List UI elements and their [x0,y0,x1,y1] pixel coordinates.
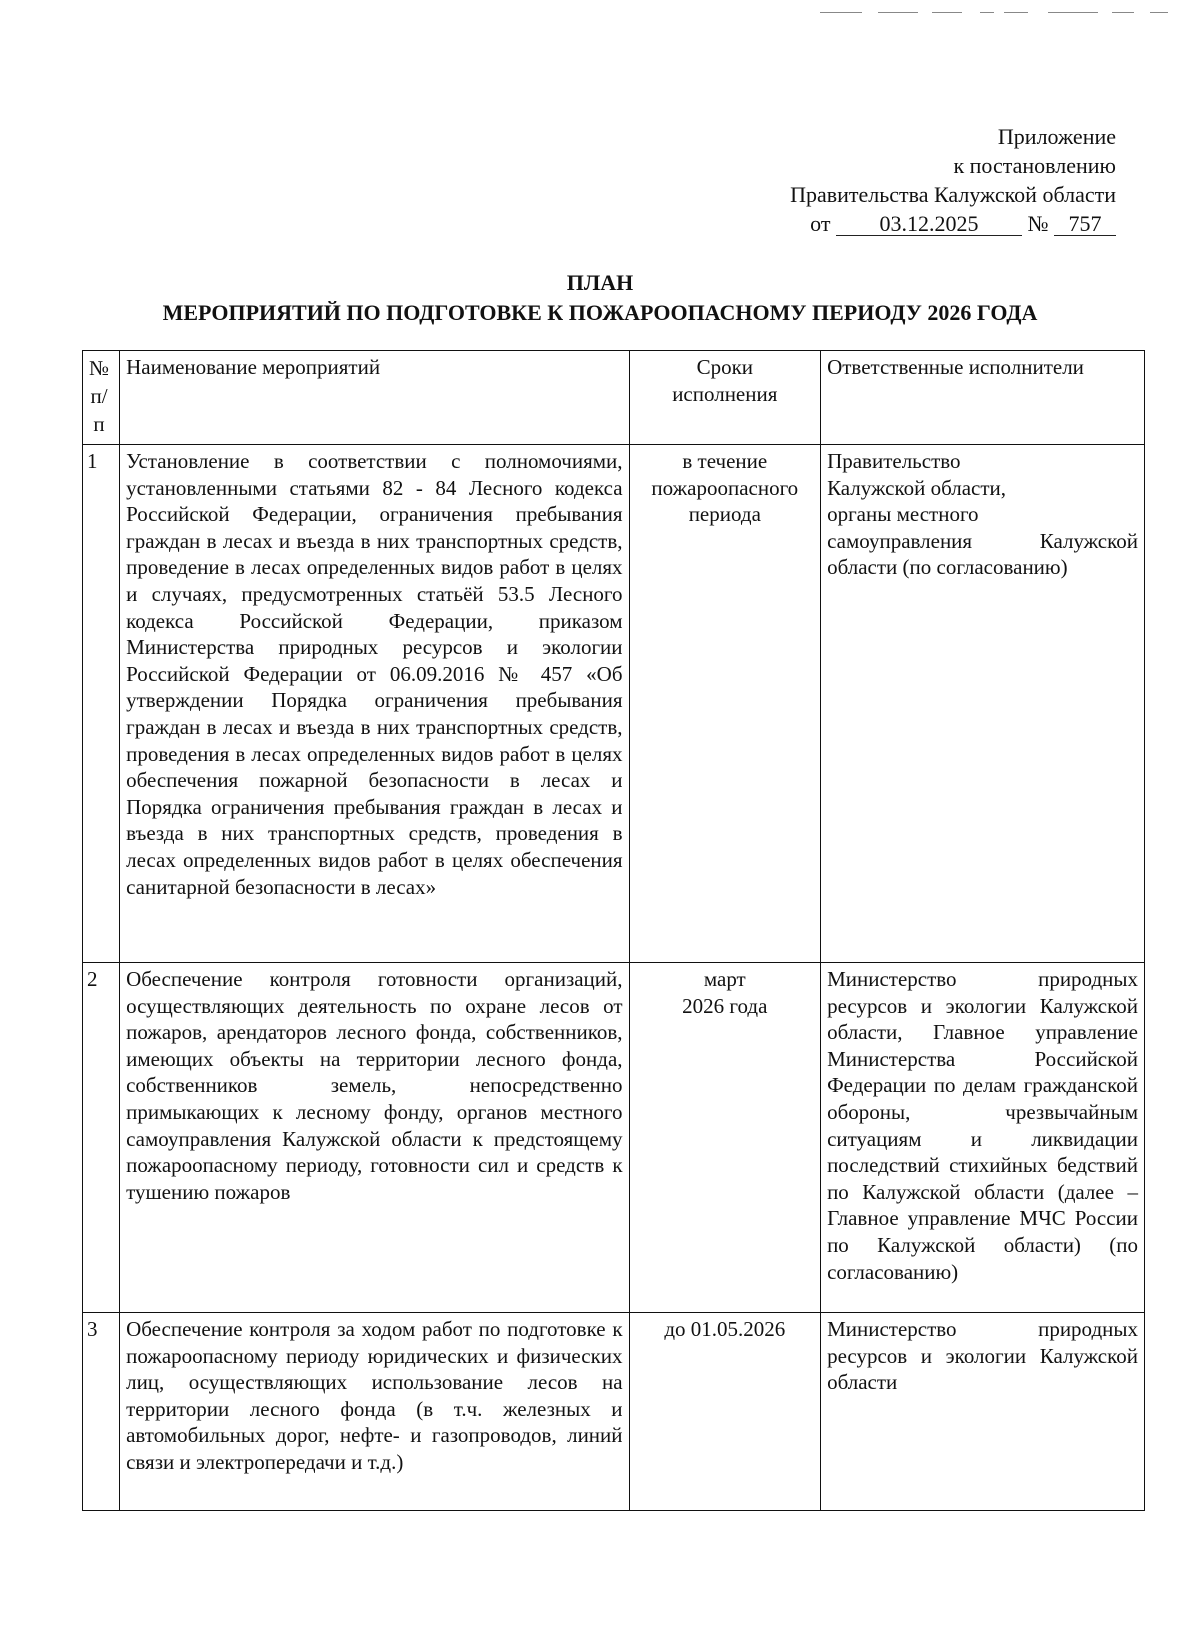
responsible-line: самоуправления Калужской области (по согласованию) [827,528,1138,580]
header-deadline [629,351,821,445]
row-responsible [821,445,1145,963]
header-number-line: п/ [90,384,108,408]
header-number [83,351,120,445]
row-deadline [629,445,821,963]
deadline-line: 2026 года [682,993,768,1018]
deadline-line: периода [688,502,761,527]
row-measure: Обеспечение контроля за ходом работ по подготовке к пожароопасному периоду юридических и физических лиц, осуществляющих использование лесов на территории лесного фонда (в т.ч. железных и автомобильных дорог, нефте- и газопроводов, линий связи и электропередачи и т.д.) [120,1313,629,1511]
header-deadline-line: исполнения [672,381,778,406]
header-number-line: № [89,356,110,380]
appendix-label: Приложение [997,124,1116,149]
title-plan: ПЛАН [566,270,634,295]
row-deadline [629,963,821,1313]
row-deadline: до 01.05.2026 [629,1313,821,1511]
header-deadline-line: Сроки [696,355,754,379]
deadline-line: в течение [682,449,768,473]
table-row [83,445,1145,963]
document-title [0,268,1200,328]
header-responsible: Ответственные исполнители [821,351,1145,445]
table-header-row [83,351,1145,445]
responsible-line: органы местного [827,502,979,527]
appendix-authority: Правительства Калужской области [790,182,1116,207]
row-measure: Установление в соответствии с полномочиями, установленными статьями 82 - 84 Лесного кодекса Российской Федерации, ограничения пребывания граждан в лесах и въезда в них транспортных средств, проведение в лесах определенных видов работ в целях и случаях, предусмотренных статьёй 53.5 Лесного кодекса Российской Федерации, приказом Министерства природных ресурсов и экологии Российской Федерации от 06.09.2016 № 457 «Об утверждении Порядка ограничения пребывания граждан в лесах и въезда в них транспортных средств, проведения в лесах определенных видов работ в целях обеспечения пожарной безопасности в лесах и Порядка ограничения пребывания граждан в лесах и въезда в них транспортных средств, проведения в лесах определенных видов работ в целях обеспечения санитарной безопасности в лесах» [120,445,629,963]
number-prefix: № [1027,211,1049,236]
row-measure: Обеспечение контроля готовности организаций, осуществляющих деятельность по охране лесов от пожаров, арендаторов лесного фонда, собственников, имеющих объекты на территории лесного фонда, собственников земель, непосредственно примыкающих к лесному фонду, органов местного самоуправления Калужской области к предстоящему пожароопасному периоду, готовности сил и средств к тушению пожаров [120,963,629,1313]
title-subject: МЕРОПРИЯТИЙ ПО ПОДГОТОВКЕ К ПОЖАРООПАСНОМУ ПЕРИОДУ 2026 ГОДА [162,300,1038,325]
row-responsible: Министерство природных ресурсов и экологии Калужской области, Главное управление Министерства Российской Федерации по делам гражданской обороны, чрезвычайным ситуациям и ликвидации последствий стихийных бедствий по Калужской области (далее – Главное управление МЧС России по Калужской области) (по согласованию) [821,963,1145,1313]
appendix-header [696,122,1116,238]
date-prefix: от [810,211,831,236]
row-number: 2 [83,963,120,1313]
table-row [83,963,1145,1313]
responsible-line: Правительство [827,449,961,473]
header-name: Наименование мероприятий [120,351,629,445]
appendix-dateline [696,209,1116,238]
row-number: 1 [83,445,120,963]
scan-artifact-marks [820,12,1180,16]
resolution-number: 757 [1054,213,1116,236]
resolution-date: 03.12.2025 [836,213,1022,236]
measures-table [82,350,1145,1511]
appendix-reference: к постановлению [953,153,1116,178]
deadline-line: пожароопасного [651,475,799,500]
responsible-line: Калужской области, [827,475,1007,500]
row-number: 3 [83,1313,120,1511]
table-row [83,1313,1145,1511]
deadline-line: март [703,967,746,991]
header-number-line: п [93,412,105,436]
row-responsible: Министерство природных ресурсов и экологии Калужской области [821,1313,1145,1511]
